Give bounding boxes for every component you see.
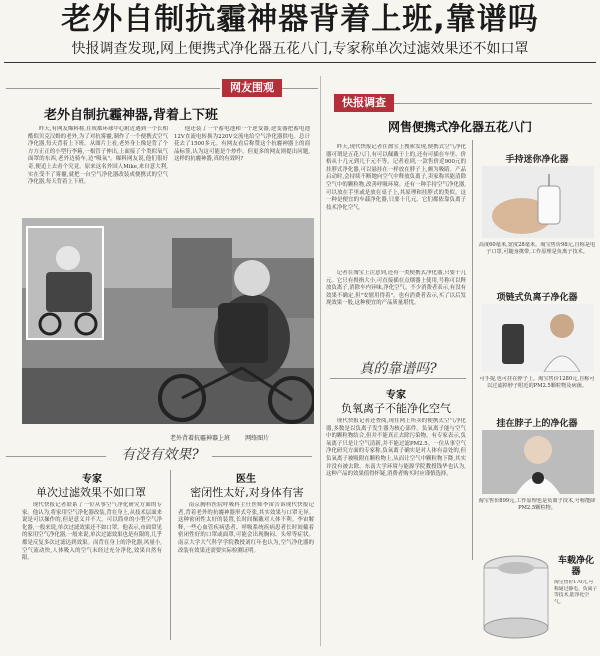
verdict-heading: 真的靠谱吗? [359, 361, 437, 377]
sidebar-item-1-title: 手持迷你净化器 [505, 155, 569, 165]
doctor-body: 南京胸科医院呼吸科主任医师李宙告诉现代快报记者,背着老外的抗霾神器形式夸张,其实效果与口罩无异。这种密闭性太好的装置,长时间佩戴对人体不利。李宙解释,一些心血管疾病患者、呼吸系统疾病患者长时间戴着密闭性好的口罩或面罩,可能会出现胸闷、头晕等症状。南京大学大气科学学院教授刘红年也认为,空气净化器的改装有效果还需要实际检测证明。 [178, 502, 314, 554]
sidebar-item-2-desc: 可手提,也可挂在脖子上。淘宝售价1280元,自称可以过滤掉脖子附近的PM2.5颗粒物及病菌。 [479, 376, 595, 390]
neck-purifier-illustration [482, 430, 594, 494]
right-expert-body: 现代快报记者还查阅,现在网上所卖的便携式空气净化器,多数是以负离子发生器为核心部件。负氧离子能与空气中的颗粒物结合,但并不能真正去除污染物。有专家表示,负氧离子只是让空气清新,并不能过滤PM2.5。一位从事空气净化研究方面的专家称,负氧离子确实是对人体有益处的,但负氧离子被吸附在颗粒物上,从而让空气中颗粒物下降,其实并没有被去除。东南大学环境与能源学院教授钱华也认为,这种产品的效果值得怀疑,消费者购买时应谨慎选择。 [326, 418, 466, 478]
left-body-col2: 他还装了一个蓄电池和一个逆变器,逆变器把蓄电池12V直流电转换为220V交流电给空气净化器供电。总计花去了1500多元。有网友看后称赞这个抗霾神器上的商品标签,认为这可能是个炒作。但更多的网友则提出问题,这样的抗霾神器,真的有效吗? [174, 126, 310, 163]
right-tag-rule [394, 103, 592, 104]
verdict-rule [330, 378, 466, 379]
inset-photo [26, 226, 104, 340]
question-rule-left [6, 456, 106, 457]
right-expert-label: 专家 [386, 390, 406, 401]
right-expert-title: 负氧离子不能净化空气 [341, 402, 451, 415]
right-body-col2: 记者在淘宝上注意到,还有一类便携式净化器,只要十几元。它只有拇指大小,可直接插在点烟器上使用,号称可以释放负离子,消除车内异味,净化空气。不少消费者表示,有没有效果不确定,但"安慰用得着"。也有消费者表示,买了以后发现效果一般,这种便宜的产品质量堪忧。 [326, 270, 466, 307]
expert-doctor-divider [170, 470, 171, 640]
car-purifier-photo [478, 548, 554, 644]
expert-body: 现代快报记者联系了一位从事空气净化研究方面的专家。他认为,将家用空气净化器改装,背在身上,从技术层面来说是可以操作的,但是意义并不大。可以简单的小型空气净化器,一般来说,单次过滤效果还不如口罩。他表示,市面常见的家用空气净化器,一般来说,单次过滤效果也是有限的,几乎都是反复多次过滤达到效果。而背在身上的净化器,风量小,空气流动快,人体吸入的空气未经过充分净化,效果自然有限。 [22, 502, 162, 562]
column-divider [320, 76, 321, 646]
necklace-purifier-illustration [482, 304, 594, 372]
right-section-tag: 快报调查 [334, 94, 394, 112]
header-divider [4, 62, 596, 63]
car-purifier-desc: 淘宝售价170元,号称通过静电、负离子等技术,能净化空气。 [554, 580, 598, 605]
inset-photo-illustration [28, 228, 102, 338]
left-body-col1: 昨天,有网友爆料称,在成都环球中心附近遇到一个长相酷似贝克汉姆的老外,为了对抗雾霾,制作了一个便携式空气净化器,每天背着上下班。从图片上看,老外身上像是背了个方方正正的小型行李箱,一根管子伸出,上面接了个类似氧气面罩的东西,老外边骑车,边"吸氧"。爆料网友说,他们很好奇,便追上去看个究竟。原来这名外国人Mike,来自意大利,实在受不了雾霾,就把一台空气净化器改装成便携式的空气净化器,每天背着上下班。 [28, 126, 168, 186]
car-purifier-illustration [478, 548, 554, 644]
photo-source: 网络图片 [245, 435, 270, 442]
cyclist-photo [22, 218, 314, 424]
sidebar-item-3-photo [482, 430, 594, 494]
left-tag-rule-right [282, 88, 318, 89]
question-rule-right [212, 456, 312, 457]
headline: 老外自制抗霾神器背着上班,靠谱吗 [61, 2, 539, 37]
left-section-tag: 网友围观 [222, 79, 282, 97]
doctor-label: 医生 [236, 474, 256, 485]
left-tag-rule-left [6, 88, 220, 89]
sidebar-item-3-desc: 淘宝售价899元,工作原理也是负离子技术,号称能降PM2.5颗粒物。 [478, 498, 596, 512]
expert-title: 单次过滤效果不如口罩 [36, 486, 146, 499]
sidebar-item-3-title: 挂在脖子上的净化器 [496, 419, 578, 429]
right-section-title: 网售便携式净化器五花八门 [387, 120, 532, 134]
sidebar-item-1-desc: 高度60毫米,宽度28毫米。淘宝售价98元,自称是电子口罩,可随身携带,工作原理是负离子技术。 [478, 242, 596, 256]
doctor-title: 密闭性太好,对身体有害 [190, 486, 304, 499]
photo-caption-bar [170, 425, 314, 442]
question-heading: 有没有效果? [121, 447, 199, 463]
sidebar-item-2-photo [482, 304, 594, 372]
right-body-col1: 昨天,现代快报记者在淘宝上搜索发现,便携式空气净化器可谓是五花八门,有可以佩戴于上的,还有可插在车里、价格从十几元到几千元不等。记者看到,一款售价近900元的挂脖式净化器,可以悬挂在一样放在脖子上,颇为吸睛。产品启动时,会持续不断地向空气中释放负离子,卖家称其能清除空气中的颗粒物,改善呼吸环境。还有一种手持空气净化器,可以放在手里或是放在桌子上,其原理和挂脖式的类似。这一种是便宜的车载净化器,只要十几元。它们都依靠负离子技术净化空气。 [326, 144, 466, 211]
subheadline: 快报调查发现,网上便携式净化器五花八门,专家称单次过滤效果还不如口罩 [71, 41, 529, 57]
photo-caption: 老外背着抗霾神器上班 [170, 435, 231, 442]
expert-label: 专家 [82, 474, 102, 485]
car-purifier-title: 车载净化器 [557, 556, 594, 577]
sidebar-item-2-title: 项链式负离子净化器 [496, 293, 578, 303]
handheld-purifier-illustration [482, 166, 594, 238]
left-section-title: 老外自制抗霾神器,背着上下班 [44, 108, 218, 123]
sidebar-item-1-photo [482, 166, 594, 238]
sidebar-divider [472, 140, 473, 560]
